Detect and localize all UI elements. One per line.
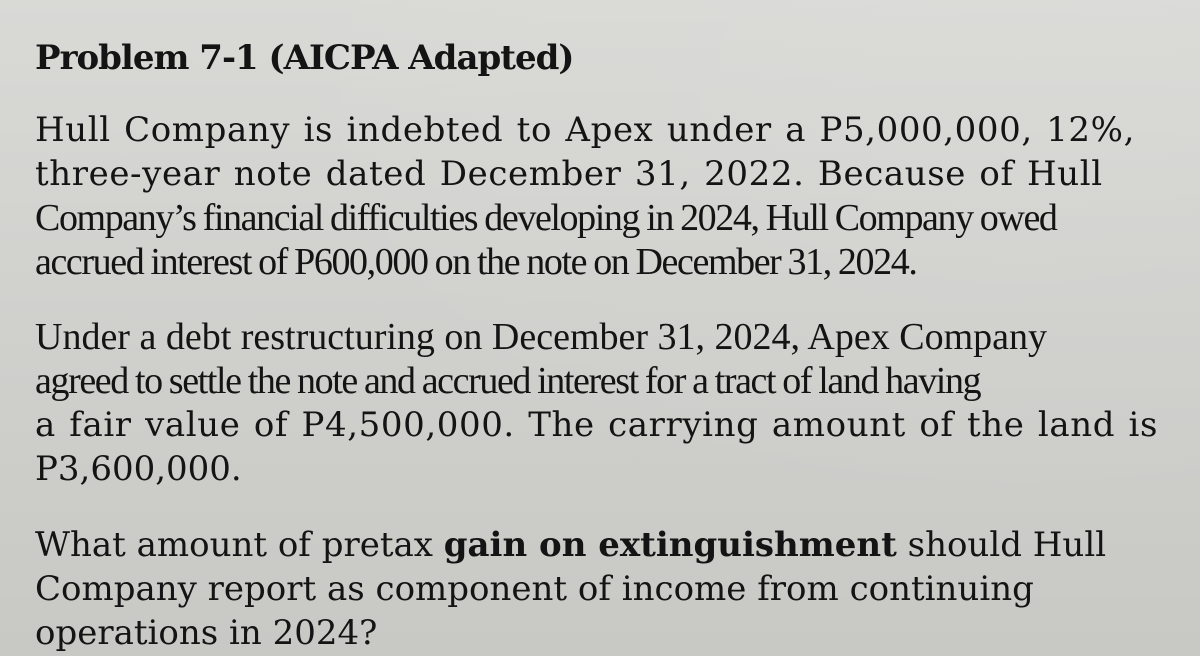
question-line-1 (35, 523, 1175, 567)
problem-title: Problem 7-1 (AICPA Adapted) (35, 38, 574, 78)
question-line-2: Company report as component of income from continuing (35, 569, 1034, 609)
paragraph-1-line-1: Hull Company is indebted to Apex under a P5,000,000, 12%, (35, 110, 1135, 150)
question-text-after: should Hull (896, 525, 1107, 565)
problem-paragraph-1 (35, 108, 1175, 284)
problem-paragraph-2 (35, 315, 1175, 491)
problem-question (35, 523, 1175, 655)
paragraph-1-line-2: three-year note dated December 31, 2022. Because of Hull (35, 154, 1103, 194)
paragraph-1-line-3: Company’s financial difficulties developing in 2024, Hull Company owed (35, 197, 1057, 239)
question-line-3: operations in 2024? (35, 613, 378, 653)
paragraph-2-line-2: agreed to settle the note and accrued interest for a tract of land having (35, 360, 981, 402)
paragraph-1-line-4: accrued interest of P600,000 on the note on December 31, 2024. (35, 241, 917, 283)
question-bold-phrase: gain on extinguishment (443, 525, 897, 565)
paragraph-2-line-3: a fair value of P4,500,000. The carrying amount of the land is (35, 405, 1159, 445)
paragraph-2-line-1: Under a debt restructuring on December 31, 2024, Apex Company (35, 316, 1048, 358)
paragraph-2-line-4: P3,600,000. (35, 449, 242, 489)
question-text-before: What amount of pretax (35, 525, 444, 565)
